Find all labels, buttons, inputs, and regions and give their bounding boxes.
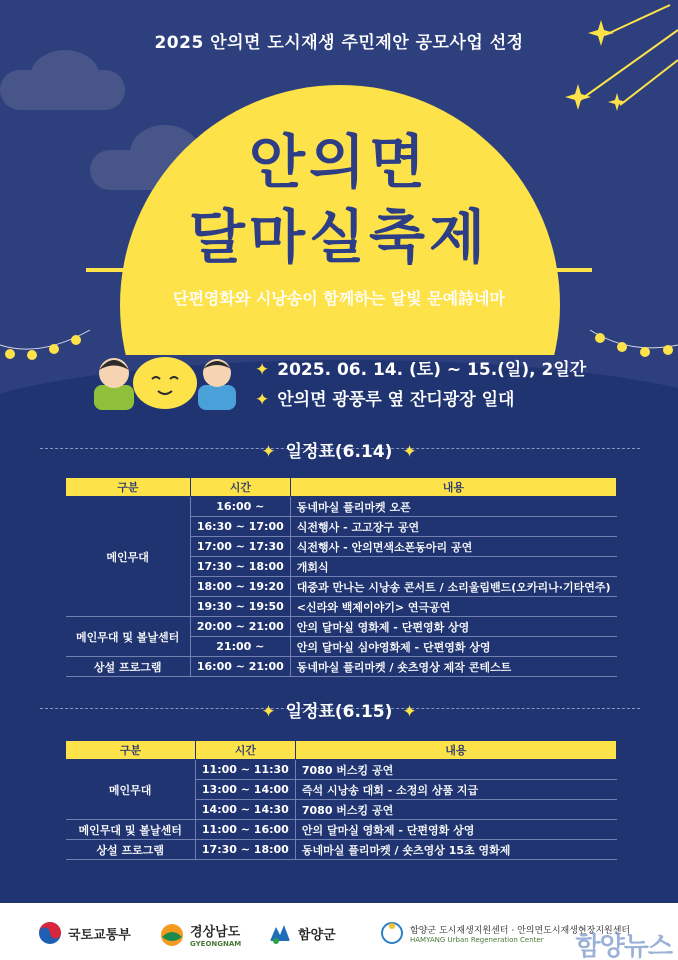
time-cell: 17:30 ~ 18:00	[190, 557, 290, 577]
time-cell: 13:00 ~ 14:00	[195, 780, 295, 800]
logo-gyeongnam-en: GYEONGNAM	[190, 940, 242, 948]
content-cell: 안의 달마실 영화제 - 단편영화 상영	[295, 820, 616, 840]
content-cell: 식전행사 - 안의면색소폰동아리 공연	[290, 537, 616, 557]
sparkle-icon: ✦	[149, 289, 164, 308]
content-cell: <신라와 백제이야기> 연극공연	[290, 597, 616, 617]
table-header-row	[66, 478, 617, 497]
header-content: 내용	[290, 478, 616, 497]
gyeongnam-emblem-icon	[160, 923, 184, 947]
category-cell: 상설 프로그램	[66, 657, 191, 677]
content-cell: 7080 버스킹 공연	[295, 760, 616, 780]
logo-gyeongnam-textbox	[190, 921, 241, 948]
table-header-row	[66, 741, 617, 760]
hamyang-emblem-icon	[268, 921, 292, 945]
sparkle-icon: ✦	[402, 702, 417, 722]
watermark: 함양뉴스	[575, 932, 672, 960]
festival-title-line2: 달마실축제	[188, 203, 490, 271]
content-cell: 동네마실 플리마켓 / 숏츠영상 제작 콘테스트	[290, 657, 616, 677]
logo-gyeongnam-text: 경상남도	[190, 925, 241, 940]
header-time: 시간	[190, 478, 290, 497]
table-row	[66, 840, 617, 860]
schedule-day1-table	[65, 477, 617, 677]
cloud-left-top	[30, 50, 100, 105]
taegeuk-icon	[38, 921, 62, 945]
regeneration-center-icon	[380, 921, 404, 945]
schedule-day1-heading	[0, 437, 678, 462]
logo-regeneration-en: HAMYANG Urban Regeneration Center	[410, 935, 544, 944]
logo-gyeongnam	[160, 921, 241, 948]
header-content: 내용	[295, 741, 616, 760]
logo-molit	[38, 921, 131, 945]
content-cell: 동네마실 플리마켓 오픈	[290, 497, 616, 517]
characters-illustration-icon	[80, 345, 250, 410]
time-cell: 16:00 ~ 21:00	[190, 657, 290, 677]
sparkle-icon: ✦	[261, 442, 276, 462]
category-cell: 상설 프로그램	[66, 840, 196, 860]
top-title: 2025 안의면 도시재생 주민제안 공모사업 선정	[154, 33, 524, 53]
time-cell: 17:30 ~ 18:00	[195, 840, 295, 860]
header-category: 구분	[66, 478, 191, 497]
event-place-row	[255, 385, 586, 415]
category-cell: 메인무대	[66, 497, 191, 617]
subtitle-text: 단편영화와 시낭송이 함께하는 달빛 문예詩네마	[173, 289, 505, 308]
event-date-row	[255, 355, 586, 385]
content-cell: 동네마실 플리마켓 / 숏츠영상 15초 영화제	[295, 840, 616, 860]
time-cell: 18:00 ~ 19:20	[190, 577, 290, 597]
schedule-day2-table	[65, 740, 617, 860]
event-date: 2025. 06. 14. (토) ~ 15.(일), 2일간	[277, 360, 587, 380]
content-cell: 식전행사 - 고고장구 공연	[290, 517, 616, 537]
time-cell: 11:00 ~ 16:00	[195, 820, 295, 840]
event-place: 안의면 광풍루 옆 잔디광장 일대	[277, 390, 515, 410]
sparkle-icon: ✦	[402, 442, 417, 462]
time-cell: 14:00 ~ 14:30	[195, 800, 295, 820]
festival-title-line1: 안의면	[248, 128, 430, 196]
content-cell: 개회식	[290, 557, 616, 577]
category-cell: 메인무대 및 볼날센터	[66, 617, 191, 657]
content-cell: 안의 달마실 영화제 - 단편영화 상영	[290, 617, 616, 637]
schedule-day2-heading	[0, 697, 678, 722]
time-cell: 16:30 ~ 17:00	[190, 517, 290, 537]
logo-hamyang	[268, 921, 336, 945]
table-row	[66, 820, 617, 840]
sparkle-icon: ✦	[255, 390, 270, 410]
logo-hamyang-text: 함양군	[298, 927, 336, 943]
time-cell: 19:30 ~ 19:50	[190, 597, 290, 617]
table-row	[66, 657, 617, 677]
table-row	[66, 760, 617, 780]
header-time: 시간	[195, 741, 295, 760]
table-row	[66, 617, 617, 637]
event-info	[255, 355, 586, 415]
time-cell: 16:00 ~	[190, 497, 290, 517]
sparkle-icon: ✦	[514, 289, 529, 308]
content-cell: 대중과 만나는 시낭송 콘서트 / 소리울림밴드(오카리나·기타연주)	[290, 577, 616, 597]
content-cell: 안의 달마실 심야영화제 - 단편영화 상영	[290, 637, 616, 657]
sparkle-icon: ✦	[261, 702, 276, 722]
header-category: 구분	[66, 741, 196, 760]
time-cell: 11:00 ~ 11:30	[195, 760, 295, 780]
time-cell: 20:00 ~ 21:00	[190, 617, 290, 637]
sparkle-icon: ✦	[255, 360, 270, 380]
logo-molit-text: 국토교통부	[68, 927, 131, 943]
category-cell: 메인무대	[66, 760, 196, 820]
content-cell: 즉석 시낭송 대회 - 소정의 상품 지급	[295, 780, 616, 800]
logo-regeneration-text: 함양군 도시재생지원센터 · 안의면도시재생현장지원센터	[410, 925, 631, 936]
time-cell: 21:00 ~	[190, 637, 290, 657]
table-row	[66, 497, 617, 517]
category-cell: 메인무대 및 볼날센터	[66, 820, 196, 840]
time-cell: 17:00 ~ 17:30	[190, 537, 290, 557]
schedule-day2-title: 일정표(6.15)	[285, 702, 393, 722]
schedule-day1-title: 일정표(6.14)	[285, 442, 393, 462]
content-cell: 7080 버스킹 공연	[295, 800, 616, 820]
